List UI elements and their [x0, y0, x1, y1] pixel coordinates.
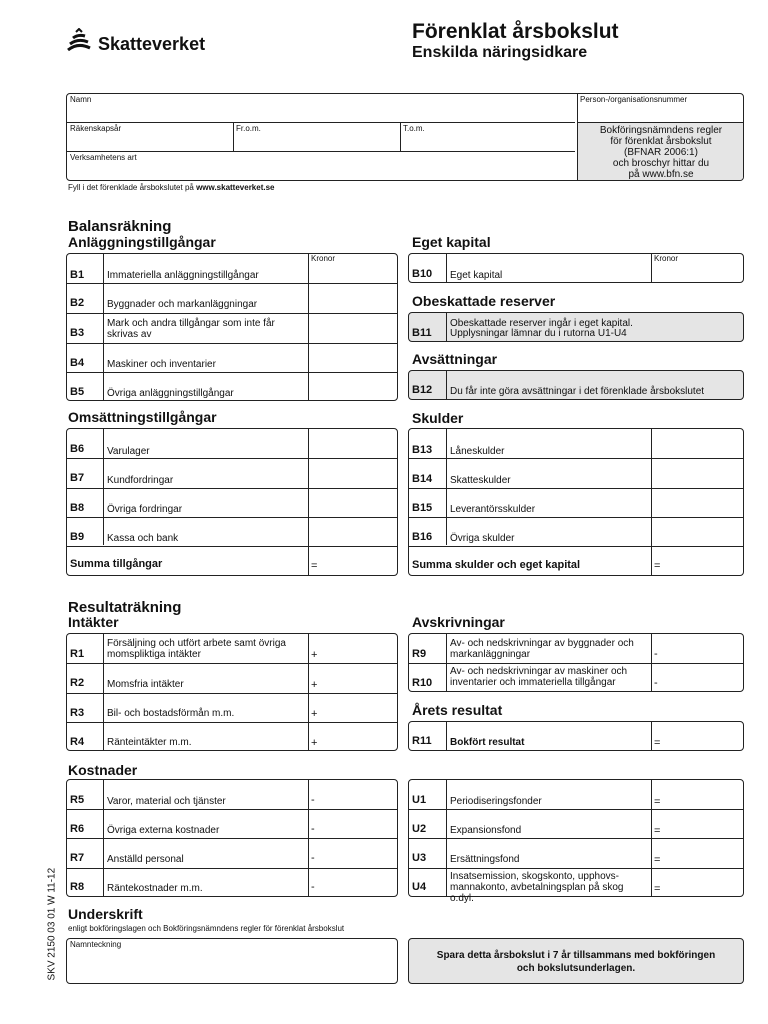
- avs-title: Avsättningar: [412, 351, 498, 367]
- skulder-table: B13 Låneskulder B14 Skatteskulder B15 Leverantörsskulder B16 Övriga skulder Summa skulder och eget kapital =: [408, 428, 744, 576]
- kostnader-table: R5 Varor, material och tjänster - R6 Övriga externa kostnader - R7 Anställd personal - R8 Räntekostnader m.m. -: [66, 779, 398, 897]
- arets-title: Årets resultat: [412, 702, 503, 718]
- underskrift-title: Underskrift: [68, 906, 143, 922]
- intakter-title: Intäkter: [68, 614, 119, 630]
- from-field[interactable]: Fr.o.m.: [236, 124, 261, 133]
- spara-info: Spara detta årsbokslut i 7 år tillsammans med bokföringen och bokslutsunderlagen.: [408, 938, 744, 984]
- obesk-title: Obeskattade reserver: [412, 293, 556, 309]
- b12-box: B12 Du får inte göra avsättningar i det förenklade årsbokslutet: [408, 370, 744, 400]
- skatteverket-logo: [64, 28, 234, 60]
- underskrift-note: enligt bokföringslagen och Bokföringsnämndens regler för förenklat årsbokslut: [68, 924, 345, 933]
- eget-title: Eget kapital: [412, 234, 491, 250]
- avskr-title: Avskrivningar: [412, 614, 505, 630]
- form-code: SKV 2150 03 01 W 11-12: [46, 867, 58, 981]
- avskr-table: R9 Av- och nedskrivningar av byggnader och markanläggningar - R10 Av- och nedskrivningar av maskiner och inventarier och immateriella tillgångar -: [408, 633, 744, 692]
- namn-field[interactable]: Namn: [70, 95, 92, 104]
- fill-note: Fyll i det förenklade årsbokslutet på www.skatteverket.se: [68, 183, 275, 192]
- kostnader-title: Kostnader: [68, 762, 138, 778]
- logo-text: Skatteverket: [98, 34, 206, 54]
- b11-box: B11 Obeskattade reserver ingår i eget kapital. Upplysningar lämnar du i rutorna U1-U4: [408, 312, 744, 342]
- skulder-title: Skulder: [412, 410, 464, 426]
- skatteverket-link[interactable]: www.skatteverket.se: [196, 183, 275, 192]
- namnteckning-field[interactable]: Namnteckning: [66, 938, 398, 984]
- intakter-table: R1 Försäljning och utfört arbete samt övriga momspliktiga intäkter + R2 Momsfria intäkter + R3 Bil- och bostadsförmån m.m. + R4 Ränteintäkter m.m. +: [66, 633, 398, 751]
- balans-title: Balansräkning: [68, 218, 172, 235]
- rakenskapsar-field[interactable]: Räkenskapsår: [70, 124, 122, 133]
- orgnr-field[interactable]: Person-/organisationsnummer: [580, 95, 688, 104]
- verksamhet-field[interactable]: Verksamhetens art: [70, 153, 137, 162]
- page-subtitle: Enskilda näringsidkare: [412, 44, 588, 61]
- logo-icon: [64, 28, 94, 58]
- oms-title: Omsättningstillgångar: [68, 409, 217, 425]
- resultat-title: Resultaträkning: [68, 599, 182, 616]
- oms-table: B6 Varulager B7 Kundfordringar B8 Övriga fordringar B9 Kassa och bank Summa tillgångar =: [66, 428, 398, 576]
- b10-table: Kronor B10 Eget kapital: [408, 253, 744, 283]
- page-title: Förenklat årsbokslut: [412, 20, 619, 43]
- bfn-info: Bokföringsnämndens regler för förenklat årsbokslut (BFNAR 2006:1) och broschyr hittar du på www.bfn.se: [599, 125, 723, 180]
- r11-table: R11 Bokfört resultat =: [408, 721, 744, 751]
- u-table: U1 Periodiseringsfonder = U2 Expansionsfond = U3 Ersättningsfond = U4 Insatsemission, skogskonto, upphovs-mannakonto, avbetalningsplan på skog o.dyl. =: [408, 779, 744, 897]
- anl-title: Anläggningstillgångar: [68, 234, 216, 250]
- kronor-label: Kronor: [311, 254, 336, 263]
- anl-table: Kronor B1 Immateriella anläggningstillgångar B2 Byggnader och markanläggningar B3 Mark och andra tillgångar som inte får skrivas av B4 Maskiner och inventarier B5 Övriga anläggningstillgångar: [66, 253, 398, 401]
- tom-field[interactable]: T.o.m.: [403, 124, 425, 133]
- top-form: [66, 93, 744, 181]
